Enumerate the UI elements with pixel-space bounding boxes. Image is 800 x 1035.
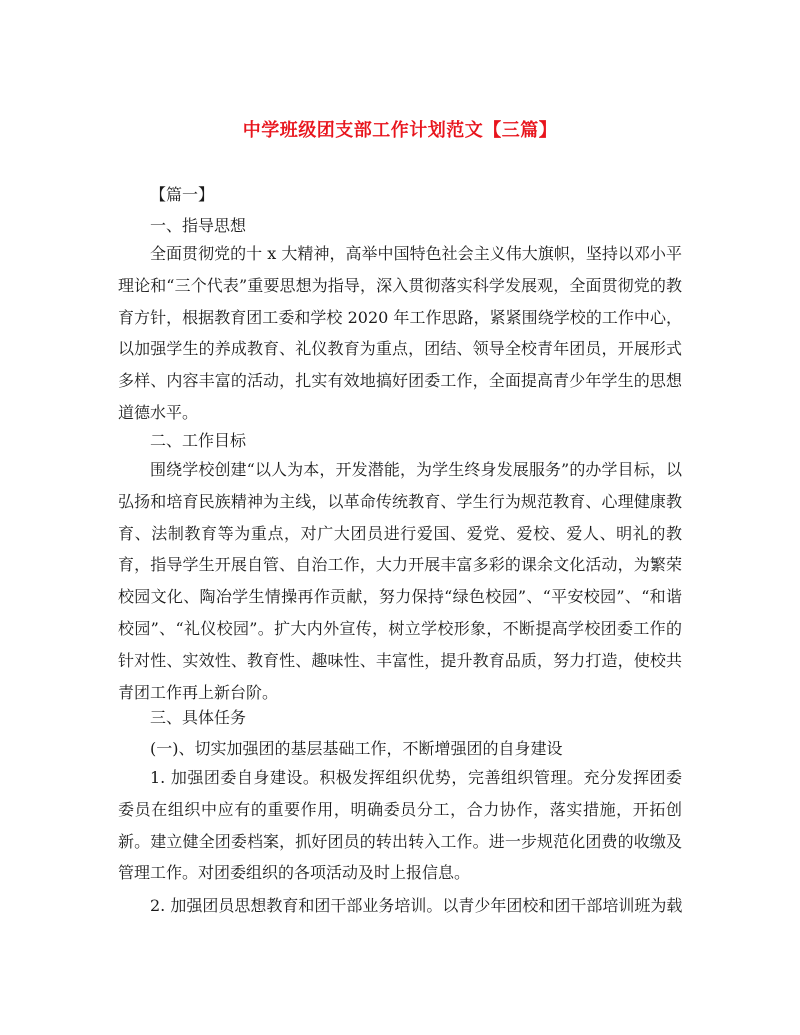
paragraph-goals: 围绕学校创建“以人为本，开发潜能，为学生终身发展服务”的办学目标，以弘扬和培育民族精神为主线，以革命传统教育、学生行为规范教育、心理健康教育、法制教育等为重点，对广大团员进行爱国、爱党、爱校、爱人、明礼的教育，指导学生开展自管、自治工作，大力开展丰富多彩的课余文化活动，为繁荣校园文化、陶冶学生情操再作贡献，努力保持“绿色校园”、“平安校园”、“和谐校园”、“礼仪校园”。扩大内外宣传，树立学校形象，不断提高学校团委工作的针对性、实效性、教育性、趣味性、丰富性，提升教育品质，努力打造，使校共青团工作再上新台阶。 [118,460,682,702]
section-heading-tasks: 三、具体任务 [150,708,247,727]
document-title: 中学班级团支部工作计划范文【三篇】 [242,120,558,141]
section-heading-guiding: 一、指导思想 [150,216,247,235]
paragraph-task-1: 1. 加强团委自身建设。积极发挥组织优势，完善组织管理。充分发挥团委委员在组织中应有的重要作用，明确委员分工，合力协作，落实措施，开拓创新。建立健全团委档案，抓好团员的转出转入工作。进一步规范化团费的收缴及管理工作。对团委组织的各项活动及时上报信息。 [118,768,682,883]
part-label: 【篇一】 [150,185,215,204]
section-heading-goals: 二、工作目标 [150,431,247,450]
sub-heading-tasks-1: (一)、切实加强团的基层基础工作，不断增强团的自身建设 [150,739,563,758]
paragraph-task-2: 2. 加强团员思想教育和团干部业务培训。以青少年团校和团干部培训班为载 [150,896,683,915]
paragraph-guiding: 全面贯彻党的十 x 大精神，高举中国特色社会主义伟大旗帜，坚持以邓小平理论和“三个代表”重要思想为指导，深入贯彻落实科学发展观，全面贯彻党的教育方针，根据教育团工委和学校 2020 年工作思路，紧紧围绕学校的工作中心，以加强学生的养成教育、礼仪教育为重点，团结、领导全校青年团员，开展形式多样、内容丰富的活动，扎实有效地搞好团委工作，全面提高青少年学生的思想道德水平。 [118,244,682,422]
